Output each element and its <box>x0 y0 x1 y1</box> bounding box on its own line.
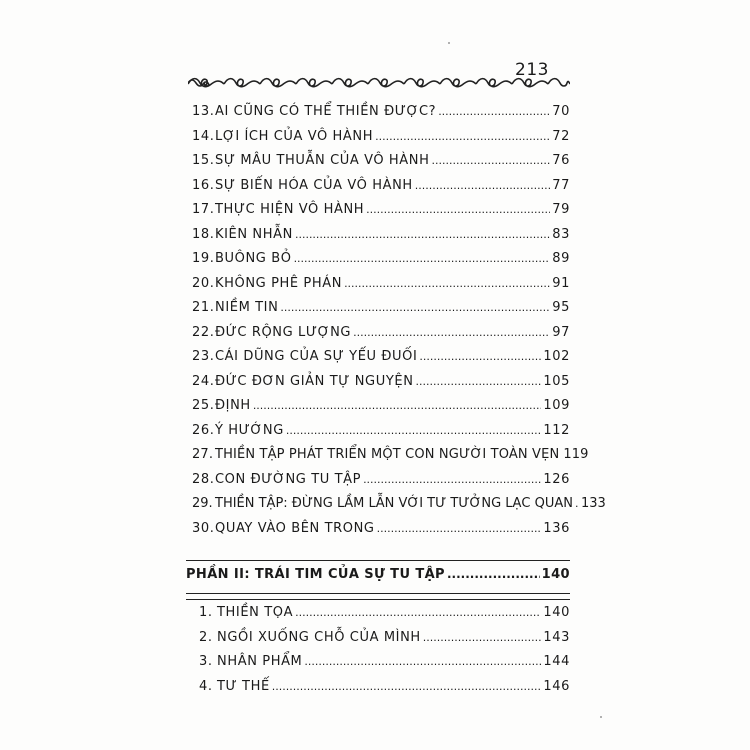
dot-leader <box>286 424 542 437</box>
toc-entry[interactable] <box>192 398 570 423</box>
toc-entry[interactable] <box>199 605 570 630</box>
toc-entry-title: ĐỨC RỘNG LƯỢNG <box>215 324 352 340</box>
toc-entry-page: 105 <box>543 373 570 389</box>
toc-entry-number: 19. <box>192 251 215 266</box>
dot-leader <box>353 326 550 339</box>
toc-entry-title: NIỀM TIN <box>215 300 279 315</box>
toc-entry-title: ĐỊNH <box>215 398 251 413</box>
toc-list-part-1 <box>192 104 606 545</box>
toc-entry-page: 79 <box>552 202 570 217</box>
dot-leader <box>304 655 541 668</box>
toc-entry-number: 29. <box>192 496 213 511</box>
toc-entry-number: 18. <box>192 226 215 242</box>
toc-entry-page: 89 <box>552 251 570 266</box>
toc-entry[interactable] <box>192 178 570 203</box>
toc-entry-page: 97 <box>552 324 570 340</box>
toc-entry-page: 95 <box>552 300 570 315</box>
toc-entry[interactable] <box>192 447 589 472</box>
toc-entry-title: TƯ THẾ <box>217 678 270 694</box>
toc-entry-page: 133 <box>581 496 606 511</box>
toc-entry-title: THIỀN TỌA <box>217 605 294 620</box>
dot-leader <box>423 631 542 644</box>
dot-leader <box>272 680 542 693</box>
toc-entry-number: 3. <box>199 654 213 669</box>
toc-entry-title: QUAY VÀO BÊN TRONG <box>215 520 375 536</box>
dot-leader <box>416 375 542 388</box>
toc-entry-number: 2. <box>199 629 213 645</box>
paper-speck <box>448 42 450 44</box>
toc-entry-title: NHÂN PHẨM <box>217 654 303 669</box>
toc-entry[interactable] <box>192 251 570 276</box>
toc-entry-title: Ý HƯỚNG <box>215 422 284 438</box>
dot-leader <box>438 105 550 118</box>
toc-entry-title: BUÔNG BỎ <box>215 251 292 266</box>
page-number: 213 <box>515 60 549 80</box>
dot-leader <box>295 606 541 619</box>
toc-entry-number: 17. <box>192 202 215 217</box>
toc-entry-page: 143 <box>543 629 570 645</box>
dot-leader <box>253 399 542 412</box>
toc-entry-page: 91 <box>552 275 570 291</box>
toc-entry-number: 27. <box>192 447 214 462</box>
toc-entry-title: LỢI ÍCH CỦA VÔ HÀNH <box>215 128 374 144</box>
toc-entry-number: 16. <box>192 177 215 193</box>
dot-leader <box>377 522 542 535</box>
toc-entry[interactable] <box>192 349 570 374</box>
toc-entry[interactable] <box>192 472 570 497</box>
toc-entry-title: THIỀN TẬP PHÁT TRIỂN MỘT CON NGƯỜI TOÀN VẸN <box>215 447 560 462</box>
toc-entry[interactable] <box>199 679 570 704</box>
dot-leader <box>294 252 551 265</box>
toc-entry-number: 25. <box>192 398 215 413</box>
toc-entry-page: 140 <box>543 605 570 620</box>
toc-entry-number: 1. <box>199 605 213 620</box>
toc-entry-number: 4. <box>199 678 213 694</box>
dot-leader <box>419 350 541 363</box>
toc-entry[interactable] <box>192 374 570 399</box>
toc-entry-page: 70 <box>552 104 570 119</box>
toc-entry-page: 112 <box>543 422 570 438</box>
dot-leader <box>280 301 550 314</box>
toc-entry[interactable] <box>192 521 570 546</box>
toc-entry[interactable] <box>192 227 570 252</box>
toc-entry-title: THIỀN TẬP: ĐỪNG LẦM LẪN VỚI TƯ TƯỞNG LẠC QUAN <box>215 496 574 511</box>
toc-entry-page: 83 <box>552 226 570 242</box>
toc-entry-title: KIÊN NHẪN <box>215 226 293 242</box>
toc-entry-number: 30. <box>192 520 215 536</box>
toc-entry-title: SỰ BIẾN HÓA CỦA VÔ HÀNH <box>215 177 413 193</box>
dot-leader <box>295 228 550 241</box>
dot-leader <box>366 203 550 216</box>
toc-entry-title: SỰ MÂU THUẪN CỦA VÔ HÀNH <box>215 153 430 168</box>
toc-entry-number: 22. <box>192 324 215 340</box>
toc-entry-title: THỰC HIỆN VÔ HÀNH <box>215 202 365 217</box>
toc-entry-page: 146 <box>543 678 570 694</box>
toc-entry-title: ĐỨC ĐƠN GIẢN TỰ NGUYỆN <box>215 373 414 389</box>
toc-entry-number: 13. <box>192 104 215 119</box>
toc-entry-number: 28. <box>192 471 215 487</box>
dot-leader <box>415 179 550 192</box>
toc-entry-number: 14. <box>192 128 215 144</box>
toc-entry-title: AI CŨNG CÓ THỂ THIỀN ĐƯỢC? <box>215 104 437 119</box>
toc-entry-page: 119 <box>563 447 589 462</box>
section-rule-top <box>186 560 570 561</box>
dot-leader <box>363 473 541 486</box>
toc-entry-page: 126 <box>543 471 570 487</box>
toc-entry[interactable] <box>192 300 570 325</box>
toc-entry-number: 26. <box>192 422 215 438</box>
dot-leader <box>344 277 550 290</box>
section-rule-double <box>186 593 570 600</box>
toc-entry[interactable] <box>192 423 570 448</box>
dot-leader <box>375 130 550 143</box>
toc-entry-page: 144 <box>543 654 570 669</box>
toc-entry-page: 72 <box>552 128 570 144</box>
section-title: PHẦN II: TRÁI TIM CỦA SỰ TU TẬP <box>186 567 445 582</box>
toc-entry[interactable] <box>192 202 570 227</box>
toc-entry-page: 102 <box>543 349 570 364</box>
toc-entry[interactable] <box>192 153 570 178</box>
toc-entry-number: 15. <box>192 153 215 168</box>
toc-entry[interactable] <box>192 104 570 129</box>
decorative-border-ornament <box>188 76 570 90</box>
toc-entry-number: 23. <box>192 349 215 364</box>
paper-speck <box>600 716 602 718</box>
toc-entry-title: CON ĐƯỜNG TU TẬP <box>215 471 362 487</box>
toc-entry-number: 21. <box>192 300 215 315</box>
section-page: 140 <box>541 567 570 582</box>
toc-entry-page: 76 <box>552 153 570 168</box>
toc-entry-page: 136 <box>543 520 570 536</box>
toc-entry-number: 20. <box>192 275 215 291</box>
dot-leader <box>432 154 551 167</box>
toc-entry-title: NGỒI XUỐNG CHỖ CỦA MÌNH <box>217 629 421 645</box>
dot-leader <box>575 497 579 510</box>
dot-leader <box>447 567 540 581</box>
toc-entry[interactable] <box>199 654 570 679</box>
toc-entry[interactable] <box>192 325 570 350</box>
toc-entry[interactable] <box>192 276 570 301</box>
toc-entry-page: 109 <box>543 398 570 413</box>
toc-entry-title: KHÔNG PHÊ PHÁN <box>215 275 343 291</box>
toc-entry-number: 24. <box>192 373 215 389</box>
toc-list-part-2 <box>199 605 570 703</box>
section-heading[interactable] <box>186 567 570 582</box>
toc-entry[interactable] <box>199 630 570 655</box>
toc-entry[interactable] <box>192 496 606 521</box>
toc-entry-title: CÁI DŨNG CỦA SỰ YẾU ĐUỐI <box>215 349 418 364</box>
toc-entry[interactable] <box>192 129 570 154</box>
toc-entry-page: 77 <box>552 177 570 193</box>
